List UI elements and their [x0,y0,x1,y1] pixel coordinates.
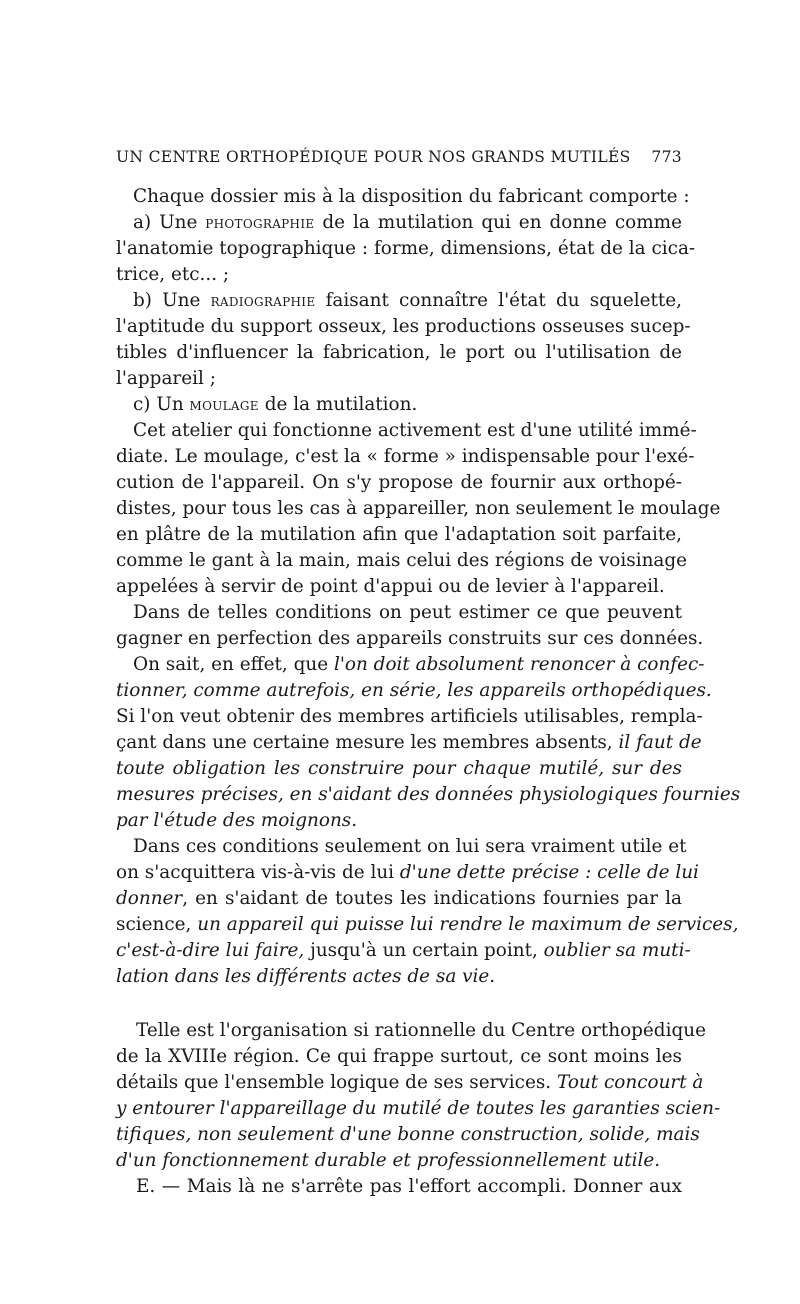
text-fragment: çant dans une certaine mesure les membres absents, [116,732,619,753]
list-marker-c: c) Un [133,394,190,415]
italic-fragment: Tout concourt à [556,1072,704,1093]
text-line-33: de la XVIIIe région. Ce qui frappe surtout, ce sont moins les [116,1046,682,1067]
text-line-10: Cet atelier qui fonctionne activement est d'une utilité immé- [133,420,697,441]
text-line-22 [116,730,702,756]
text-line-27 [116,860,699,886]
text-fragment: , en s'aidant de toutes les indications fournies par la [182,888,682,909]
text-line-23: toute obligation les construire pour chaque mutilé, sur des [116,758,682,779]
text-line-16: appelées à servir de point d'appui ou de levier à l'appareil. [116,576,665,597]
text-line-34 [116,1070,704,1096]
text-line-25: par l'étude des moignons. [116,810,358,831]
text-line-2 [133,210,682,236]
list-marker-b: b) Une [133,290,211,311]
text-line-13: distes, pour tous les cas à appareiller, non seulement le moulage [116,498,721,519]
text-line-37: d'un fonctionnement durable et professionnellement utile. [116,1150,661,1171]
italic-fragment: donner [116,888,183,909]
text-line-21: Si l'on veut obtenir des membres artificiels utilisables, rempla- [116,706,703,727]
text-fragment: science, [116,914,198,935]
text-line-5 [133,288,682,314]
text-fragment: On sait, en effet, que [133,654,334,675]
italic-fragment: l'on doit absolument renoncer à confec- [333,654,705,675]
text-line-31: lation dans les différents actes de sa vie. [116,966,496,987]
italic-fragment: un appareil qui puisse lui rendre le maximum de services, [197,914,739,935]
running-title: UN CENTRE ORTHOPÉDIQUE POUR NOS GRANDS MUTILÉS [116,148,631,166]
text-line-12: cution de l'appareil. On s'y propose de fournir aux orthopé- [116,472,682,493]
text-fragment: détails que l'ensemble logique de ses services. [116,1072,557,1093]
text-fragment: de la mutilation qui en donne comme [314,212,682,233]
italic-fragment: oublier sa muti- [543,940,691,961]
text-fragment: de la mutilation. [258,394,418,415]
text-line-26: Dans ces conditions seulement on lui sera vraiment utile et [133,836,687,857]
italic-fragment: d'une dette précise : celle de lui [399,862,699,883]
page-number: 773 [651,148,682,166]
text-line-15: comme le gant à la main, mais celui des régions de voisinage [116,550,688,571]
text-fragment: jusqu'à un certain point, [304,940,544,961]
term-moulage: moulage [189,395,259,414]
text-fragment: on s'acquittera vis-à-vis de lui [116,862,400,883]
text-line-11: diate. Le moulage, c'est la « forme » indispensable pour l'exé- [116,446,695,467]
running-header [116,148,682,172]
text-line-30 [116,938,691,964]
text-line-28 [116,886,682,912]
text-line-8: l'appareil ; [116,368,216,389]
term-radiographie: radiographie [210,291,316,310]
text-line-1: Chaque dossier mis à la disposition du fabricant comporte : [133,186,690,207]
term-photographie: photographie [205,213,315,232]
list-marker-a: a) Une [133,212,206,233]
text-line-9 [133,392,682,418]
text-fragment: faisant connaître l'état du squelette, [315,290,682,311]
text-line-6: l'aptitude du support osseux, les productions osseuses sucep- [116,316,691,337]
text-line-38: E. — Mais là ne s'arrête pas l'effort accompli. Donner aux [136,1176,682,1197]
text-line-29 [116,912,739,938]
text-line-4: trice, etc... ; [116,264,230,285]
text-line-20: tionner, comme autrefois, en série, les appareils orthopédiques. [116,680,712,701]
italic-fragment: c'est-à-dire lui faire, [116,940,305,961]
text-line-18: gagner en perfection des appareils construits sur ces données. [116,628,704,649]
text-line-24: mesures précises, en s'aidant des données physiologiques fournies [116,784,741,805]
text-line-35: y entourer l'appareillage du mutilé de toutes les garanties scien- [116,1098,721,1119]
text-line-17: Dans de telles conditions on peut estimer ce que peuvent [133,602,682,623]
text-line-7: tibles d'influencer la fabrication, le port ou l'utilisation de [116,342,682,363]
text-line-3: l'anatomie topographique : forme, dimensions, état de la cica- [116,238,696,259]
text-line-36: tifiques, non seulement d'une bonne construction, solide, mais [116,1124,700,1145]
text-line-32: Telle est l'organisation si rationnelle du Centre orthopédique [136,1020,706,1041]
text-line-14: en plâtre de la mutilation afin que l'adaptation soit parfaite, [116,524,682,545]
italic-fragment: il faut de [618,732,702,753]
text-line-19 [133,652,705,678]
